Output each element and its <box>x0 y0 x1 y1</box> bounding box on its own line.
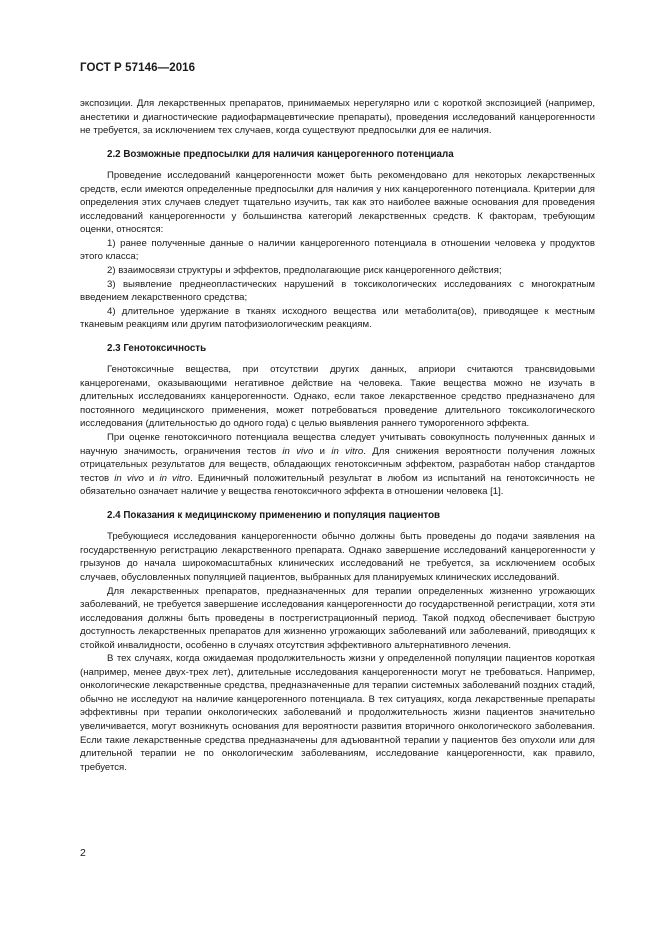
paragraph: Генотоксичные вещества, при отсутствии других данных, априори считаются трансвидовыми канцерогенами, оказывающими негативное действие на человека. Такие вещества можно не изучать в длительных исследованиях канцерогенности. Однако, если такое лекарственное средство предназначено для постоянного медицинского применения, может потребоваться проведение длительного токсикологического исследования (длительностью до одного года) с целью выявления раннего туморогенного эффекта. <box>80 364 595 430</box>
list-item: 4) длительное удержание в тканях исходного вещества или метаболита(ов), приводящее к местным тканевым реакциям или другим патофизиологическим реакциям. <box>80 305 595 331</box>
text-run: При оценке генотоксичного потенциала вещества следует учитывать совокупность полученных данных и научную значимость, ограничения тестов <box>80 432 595 457</box>
document-body <box>80 97 595 774</box>
page-number: 2 <box>80 847 86 859</box>
paragraph: Требующиеся исследования канцерогенности обычно должны быть проведены до подачи заявления на государственную регистрацию лекарственного препарата. Однако завершение исследований канцерогенности у грызунов до начала широкомасштабных клинических исследований не требуется, за исключением особых случаев, обусловленных популяцией пациентов, выбранных для планируемых клинических исследований. <box>80 531 595 583</box>
term-in-vitro: in vitro <box>331 445 364 457</box>
paragraph: Для лекарственных препаратов, предназначенных для терапии определенных жизненно угрожающих заболеваний, не требуется завершение исследования канцерогенности до государственной регистрации, хотя эти исследования должны быть проведены в пострегистрационный период. Такой подход обеспечивает быструю доступность лекарственных препаратов для жизненно угрожающих заболеваний или заболеваний, приводящих к стойкой инвалидности, особенно в случаях отсутствия эффективного альтернативного лечения. <box>80 585 595 651</box>
text-run: и <box>143 472 160 484</box>
paragraph-continuation: экспозиции. Для лекарственных препаратов, принимаемых нерегулярно или с короткой экспозицией (например, анестетики и диагностические радиофармацевтические препараты), проведения исследований канцерогенности не требуется, за исключением тех случаев, когда существуют предпосылки для ее наличия. <box>80 98 595 137</box>
term-in-vivo: in vivo <box>114 472 144 484</box>
text-run: и <box>313 445 332 457</box>
paragraph: В тех случаях, когда ожидаемая продолжительность жизни у определенной популяции пациентов короткая (например, менее двух-трех лет), длительные исследования канцерогенности могут не требоваться. Например, онкологические лекарственные средства, предназначенные для терапии системных заболеваний поздних стадий, обычно не исследуют на наличие канцерогенного потенциала. В тех ситуациях, когда лекарственные препараты эффективны при терапии онкологических заболеваний и продолжительность жизни пациентов значительно увеличивается, могут возникнуть основания для вероятности развития вторичного онкологического заболевания. Если такие лекарственные средства предназначены для адъювантной терапии у пациентов без опухоли или для длительной терапии не по онкологическим заболеваниям, исследование канцерогенности, как правило, требуется. <box>80 653 595 773</box>
term-in-vitro: in vitro <box>159 472 191 484</box>
paragraph: Проведение исследований канцерогенности может быть рекомендовано для некоторых лекарственных средств, если имеются определенные предпосылки для наличия у них канцерогенного потенциала. Критерии для определения этих случаев следует тщательно изучить, так как это наиболее важные основания для проведения исследований канцерогенности у большинства категорий лекарственных средств. К факторам, требующим оценки, относятся: <box>80 170 595 236</box>
term-in-vivo: in vivo <box>282 445 314 457</box>
list-item: 1) ранее полученные данные о наличии канцерогенного потенциала в отношении человека у продуктов этого класса; <box>80 237 595 263</box>
paragraph-tests <box>80 431 595 499</box>
section-heading-2-2: 2.2 Возможные предпосылки для наличия канцерогенного потенциала <box>107 148 454 160</box>
standard-header: ГОСТ Р 57146—2016 <box>80 62 196 74</box>
text-run: . Для снижения вероятности получения ложных отрицательных результатов для веществ, обладающих генотоксичным эффектом, разработан набор стандартов тестов <box>80 445 595 484</box>
list-item: 2) взаимосвязи структуры и эффектов, предполагающие риск канцерогенного действия; <box>107 265 502 277</box>
list-item: 3) выявление преднеопластических нарушений в токсикологических исследованиях с многократным введением лекарственного средства; <box>80 278 595 304</box>
section-heading-2-3: 2.3 Генотоксичность <box>107 342 207 354</box>
text-run: . Единичный положительный результат в любом из испытаний на генотоксичность не обязательно означает наличие у вещества генотоксичного эффекта в отношении человека [1]. <box>80 472 596 498</box>
section-heading-2-4: 2.4 Показания к медицинскому применению и популяция пациентов <box>107 509 441 521</box>
